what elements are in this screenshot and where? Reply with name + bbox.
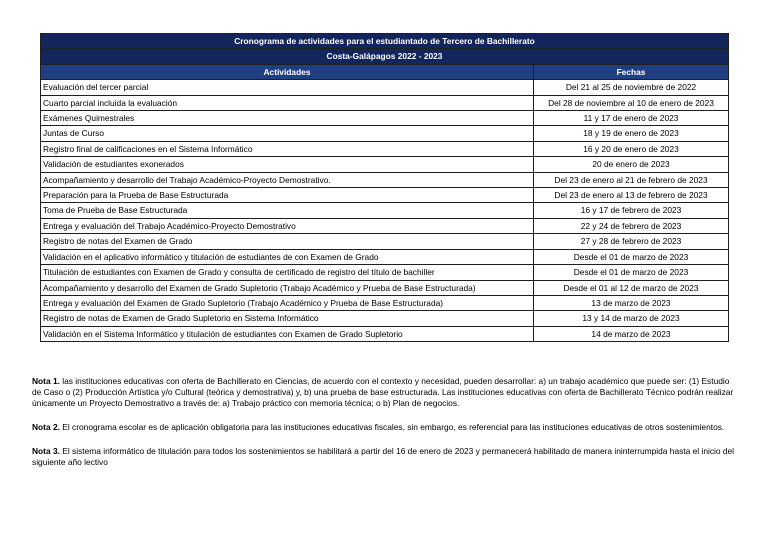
activity-cell: Registro de notas del Examen de Grado [41, 234, 534, 249]
date-cell: Del 28 de noviembre al 10 de enero de 2023 [534, 95, 729, 110]
table-row [41, 80, 729, 95]
activity-cell: Entrega y evaluación del Examen de Grado Supletorio (Trabajo Académico y Prueba de Base Estructurada) [41, 295, 534, 310]
date-cell: Del 21 al 25 de noviembre de 2022 [534, 80, 729, 95]
table-row [41, 265, 729, 280]
table-title: Cronograma de actividades para el estudiantado de Tercero de Bachillerato [41, 34, 729, 49]
notes-section [32, 376, 737, 481]
table-row [41, 172, 729, 187]
table-row [41, 203, 729, 218]
table-row [41, 295, 729, 310]
note-paragraph [32, 446, 737, 468]
table-row [41, 157, 729, 172]
table-body [41, 80, 729, 342]
table-subtitle: Costa-Galápagos 2022 - 2023 [41, 49, 729, 64]
activity-cell: Acompañamiento y desarrollo del Examen de Grado Supletorio (Trabajo Académico y Prueba de Base Estructurada) [41, 280, 534, 295]
table-row [41, 188, 729, 203]
activity-cell: Titulación de estudiantes con Examen de Grado y consulta de certificado de registro del título de bachiller [41, 265, 534, 280]
note-text: El sistema informático de titulación para todos los sostenimientos se habilitará a partir del 16 de enero de 2023 y permanecerá habilitado de manera ininterrumpida hasta el inicio del siguiente año lectivo [32, 446, 735, 467]
date-cell: 18 y 19 de enero de 2023 [534, 126, 729, 141]
note-paragraph [32, 422, 737, 433]
note-text: las instituciones educativas con oferta de Bachillerato en Ciencias, de acuerdo con el contexto y necesidad, pueden desarrollar: a) un trabajo académico que puede ser: (1) Estudio de Caso o (2) Producción Artística y/o Cultural (teórica y demostrativa) y, b) una prueba de base estructurada. Las instituciones educativas con oferta de Bachillerato Técnico podrán realizar únicamente un Proyecto Demostrativo a través de: a) Trabajo práctico con memoria técnica; o b) Plan de negocios. [32, 376, 734, 408]
activity-cell: Validación en el aplicativo informático y titulación de estudiantes de con Examen de Grado [41, 249, 534, 264]
activity-cell: Acompañamiento y desarrollo del Trabajo Académico-Proyecto Demostrativo. [41, 172, 534, 187]
date-cell: 16 y 20 de enero de 2023 [534, 141, 729, 156]
table-row [41, 280, 729, 295]
date-cell: 14 de marzo de 2023 [534, 326, 729, 341]
activity-cell: Registro final de calificaciones en el Sistema Informático [41, 141, 534, 156]
activity-cell: Evaluación del tercer parcial [41, 80, 534, 95]
date-cell: Desde el 01 de marzo de 2023 [534, 265, 729, 280]
date-cell: Del 23 de enero al 13 de febrero de 2023 [534, 188, 729, 203]
schedule-sheet [40, 33, 728, 342]
date-cell: 11 y 17 de enero de 2023 [534, 111, 729, 126]
table-row [41, 111, 729, 126]
date-cell: 13 y 14 de marzo de 2023 [534, 311, 729, 326]
note-label: Nota 3. [32, 446, 60, 456]
date-cell: 20 de enero de 2023 [534, 157, 729, 172]
activity-cell: Registro de notas de Examen de Grado Supletorio en Sistema Informático [41, 311, 534, 326]
column-header-dates: Fechas [534, 64, 729, 79]
table-row [41, 311, 729, 326]
activity-cell: Cuarto parcial incluida la evaluación [41, 95, 534, 110]
date-cell: Desde el 01 al 12 de marzo de 2023 [534, 280, 729, 295]
table-row [41, 95, 729, 110]
activity-cell: Preparación para la Prueba de Base Estructurada [41, 188, 534, 203]
table-row [41, 234, 729, 249]
activity-cell: Entrega y evaluación del Trabajo Académico-Proyecto Demostrativo [41, 218, 534, 233]
note-label: Nota 2. [32, 422, 60, 432]
date-cell: 13 de marzo de 2023 [534, 295, 729, 310]
date-cell: 16 y 17 de febrero de 2023 [534, 203, 729, 218]
activity-cell: Juntas de Curso [41, 126, 534, 141]
date-cell: Del 23 de enero al 21 de febrero de 2023 [534, 172, 729, 187]
column-header-activities: Actividades [41, 64, 534, 79]
schedule-table [40, 33, 729, 342]
activity-cell: Validación en el Sistema Informático y titulación de estudiantes con Examen de Grado Supletorio [41, 326, 534, 341]
note-label: Nota 1. [32, 376, 60, 386]
activity-cell: Exámenes Quimestrales [41, 111, 534, 126]
table-row [41, 218, 729, 233]
date-cell: 27 y 28 de febrero de 2023 [534, 234, 729, 249]
table-row [41, 249, 729, 264]
table-row [41, 126, 729, 141]
activity-cell: Validación de estudiantes exonerados [41, 157, 534, 172]
table-row [41, 326, 729, 341]
date-cell: Desde el 01 de marzo de 2023 [534, 249, 729, 264]
note-paragraph [32, 376, 737, 409]
date-cell: 22 y 24 de febrero de 2023 [534, 218, 729, 233]
table-row [41, 141, 729, 156]
note-text: El cronograma escolar es de aplicación obligatoria para las instituciones educativas fiscales, sin embargo, es referencial para las instituciones educativas de otros sostenimientos. [59, 422, 725, 432]
activity-cell: Toma de Prueba de Base Estructurada [41, 203, 534, 218]
